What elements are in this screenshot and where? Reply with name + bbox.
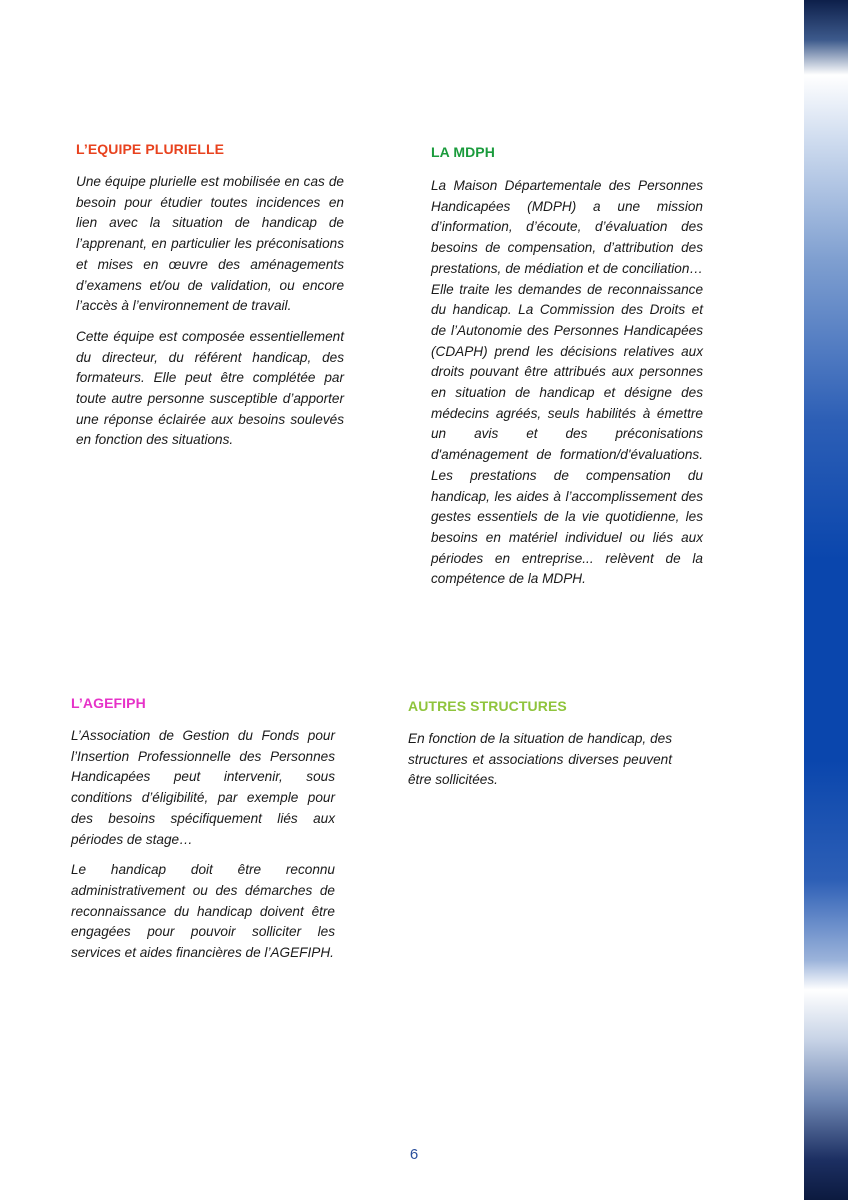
section-title: L’AGEFIPH — [71, 695, 146, 711]
section-paragraph: Cette équipe est composée essentiellement du directeur, du référent handicap, des formateurs. Elle peut être complétée par toute autre personne susceptible d’apporter une réponse éclairée aux besoins soulevés en fonction des situations. — [76, 328, 344, 448]
section-agefiph — [71, 695, 335, 964]
section-paragraph: Le handicap doit être reconnu administrativement ou des démarches de reconnaissance du handicap doivent être engagées pour pouvoir solliciter les services et aides financières de l’AGEFIPH. — [71, 862, 335, 961]
section-title: AUTRES STRUCTURES — [408, 698, 567, 714]
section-equipe-plurielle — [76, 141, 344, 451]
section-paragraph: La Maison Départementale des Personnes Handicapées (MDPH) a une mission d’information, d’écoute, d’évaluation des besoins de compensation, d’attribution des prestations, de médiation et de conciliation… Elle traite les demandes de reconnaissance du handicap. La Commission des Droits et de l’Autonomie des Personnes Handicapées (CDAPH) prend les décisions relatives aux droits pouvant être attribués aux personnes en situation de handicap et désigne des médecins agréés, seuls habilités à émettre un avis et des préconisations d'aménagement de formation/d'évaluations. Les prestations de compensation du handicap, les aides à l’accomplissement des gestes essentiels de la vie quotidienne, les besoins en matériel individuel ou liés aux périodes en entreprise... relèvent de la compétence de la MDPH. — [431, 178, 703, 587]
section-title: L’EQUIPE PLURIELLE — [76, 141, 225, 157]
page-number: 6 — [409, 1146, 419, 1163]
section-paragraph: En fonction de la situation de handicap, des structures et associations diverses peuvent être sollicitées. — [408, 731, 672, 788]
side-gradient-band — [804, 0, 848, 1200]
section-paragraph: Une équipe plurielle est mobilisée en cas de besoin pour étudier toutes incidences en lien avec la situation de handicap de l’apprenant, en particulier les préconisations et mises en œuvre des aménagements d’examens et/ou de validation, ou encore l’accès à l’environnement de travail. — [76, 174, 344, 314]
section-mdph — [431, 144, 703, 590]
section-autres-structures — [408, 698, 672, 791]
section-paragraph: L’Association de Gestion du Fonds pour l’Insertion Professionnelle des Personnes Handicapées peut intervenir, sous conditions d’éligibilité, par exemple pour des besoins spécifiquement liés aux périodes de stage… — [71, 728, 335, 847]
section-title: LA MDPH — [431, 144, 495, 160]
